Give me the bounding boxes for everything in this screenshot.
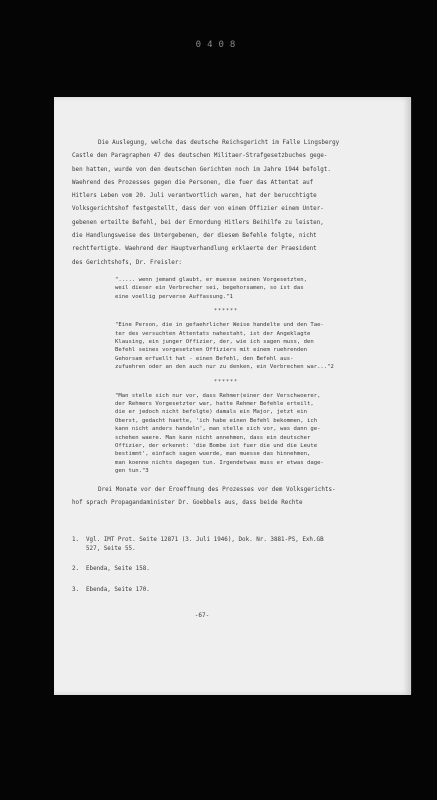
footnote-2 xyxy=(72,565,394,574)
quote-2-line: "Eine Person, die in gefaehrlicher Weise handelte und den Tae- xyxy=(115,322,324,329)
quote-3-line: schehen waere. Man kann nicht annehmen, dass ein deutscher xyxy=(115,434,311,441)
separator-2: ****** xyxy=(214,378,239,385)
quote-3-line: Offizier, der erkennt: 'die Bombe ist fuer die und die Leute xyxy=(115,443,318,450)
paragraph-1-line: rechtfertigte. Waehrend der Hauptverhandlung erklaerte der Praesident xyxy=(72,246,317,253)
page-content xyxy=(72,137,394,622)
footnote-text-line: 527, Seite 55. xyxy=(86,545,136,552)
quote-3-line: "Man stelle sich nur vor, dass Rehmer(einer der Verschwoerer, xyxy=(115,392,321,399)
footnote-1 xyxy=(72,536,394,553)
paragraph-1-line: des Gerichtshofs, Dr. Freisler: xyxy=(72,259,182,266)
paragraph-1-line: Hitlers Leben vom 20. Juli verantwortlich waren, hat der berucchtigte xyxy=(72,193,317,200)
paragraph-1-line: Waehrend des Prozesses gegen die Personen, die fuer das Attentat auf xyxy=(72,179,314,186)
quote-3 xyxy=(115,392,394,476)
frame-number: 0408 xyxy=(195,40,242,50)
quote-3-line: man koenne nichts dagegen tun. Irgendetwas muss er etwas dage- xyxy=(115,459,324,466)
quote-2-line: Klausing, ein junger Offizier, der, wie ich sagen muss, den xyxy=(115,339,314,345)
quote-1 xyxy=(115,276,394,301)
footnote-number: 1. xyxy=(72,537,80,544)
paragraph-1-line: Castle den Paragraphen 47 des deutschen Militaer-Strafgesetzbuches gege- xyxy=(72,153,328,160)
footnote-text xyxy=(86,536,324,553)
paragraph-2 xyxy=(72,484,394,511)
quote-3-line: kann nicht anders handeln', man stelle sich vor, was dann ge- xyxy=(115,426,321,433)
footnote-number: 2. xyxy=(72,566,80,573)
quote-3-line: bestimmt', einfach sagen wuerde, man muesse das hinnehmen, xyxy=(115,451,311,458)
footnotes xyxy=(72,536,394,594)
quote-3-line: die er jedoch nicht befolgte) damals ein Major, jetzt ein xyxy=(115,409,307,416)
quote-1-line: eine voellig perverse Auffassung."1 xyxy=(115,293,233,300)
footnote-text-line: Vgl. IMT Prot. Seite 12871 (3. Juli 1946), Dok. Nr. 3881-PS, Exh.GB xyxy=(86,537,324,544)
paragraph-1-line: ben hatten, wurde von den deutschen Gerichten noch im Jahre 1944 befolgt. xyxy=(72,166,331,173)
paragraph-2-line: hof sprach Propagandaminister Dr. Goebbels aus, dass beide Rechte xyxy=(72,499,303,506)
paragraph-1 xyxy=(72,137,394,270)
quote-1-line: "..... wenn jemand glaubt, er muesse seinen Vorgesetzten, xyxy=(115,276,307,283)
quote-3-line: gen tun."3 xyxy=(115,468,149,475)
quote-3-line: der Rehmers Vorgesetzter war, hatte Rehmer Befehle erteilt, xyxy=(115,401,314,408)
quote-1-line: weil dieser ein Verbrecher sei, begehorsamen, so ist das xyxy=(115,285,304,292)
footnote-text-line: Ebenda, Seite 170. xyxy=(86,586,150,593)
paragraph-1-line: Die Auslegung, welche das deutsche Reichsgericht im Falle Lingsbergy xyxy=(98,140,340,146)
paragraph-1-line: Volksgerichtshof festgestellt, dass der von einem Offizier einem Unter- xyxy=(72,206,324,213)
quote-2 xyxy=(115,321,394,371)
paragraph-1-line: die Handlungsweise des Untergebenen, der diesem Befehle folgte, nicht xyxy=(72,233,317,240)
page-number: -67- xyxy=(194,612,210,620)
quote-2-line: zufuehren oder an den auch nur zu denken, ein Verbrechen war..."2 xyxy=(115,364,334,371)
footnote-3 xyxy=(72,586,394,595)
footnote-number: 3. xyxy=(72,586,80,593)
footnote-text-line: Ebenda, Seite 158. xyxy=(86,566,150,573)
document-page xyxy=(54,97,411,695)
paragraph-2-line: Drei Monate vor der Eroeffnung des Prozesses vor dem Volksgerichts- xyxy=(98,486,336,493)
quote-2-line: ter des versuchten Attentats nahestaht, ist der Angeklagte xyxy=(115,330,311,337)
separator-1: ****** xyxy=(214,308,239,315)
quote-2-line: Befehl seines vorgesetzten Offiziers mit einem ruehrenden xyxy=(115,347,307,354)
paragraph-1-line: gebenen erteilte Befehl, bei der Ermordung Hitlers Beihilfe zu leisten, xyxy=(72,219,324,226)
quote-3-line: Oberst, gedacht haette, 'ich habe einen Befehl bekommen, ich xyxy=(115,417,318,424)
quote-2-line: Gehorsam erfuellt hat - einen Befehl, den Befehl aus- xyxy=(115,355,294,362)
